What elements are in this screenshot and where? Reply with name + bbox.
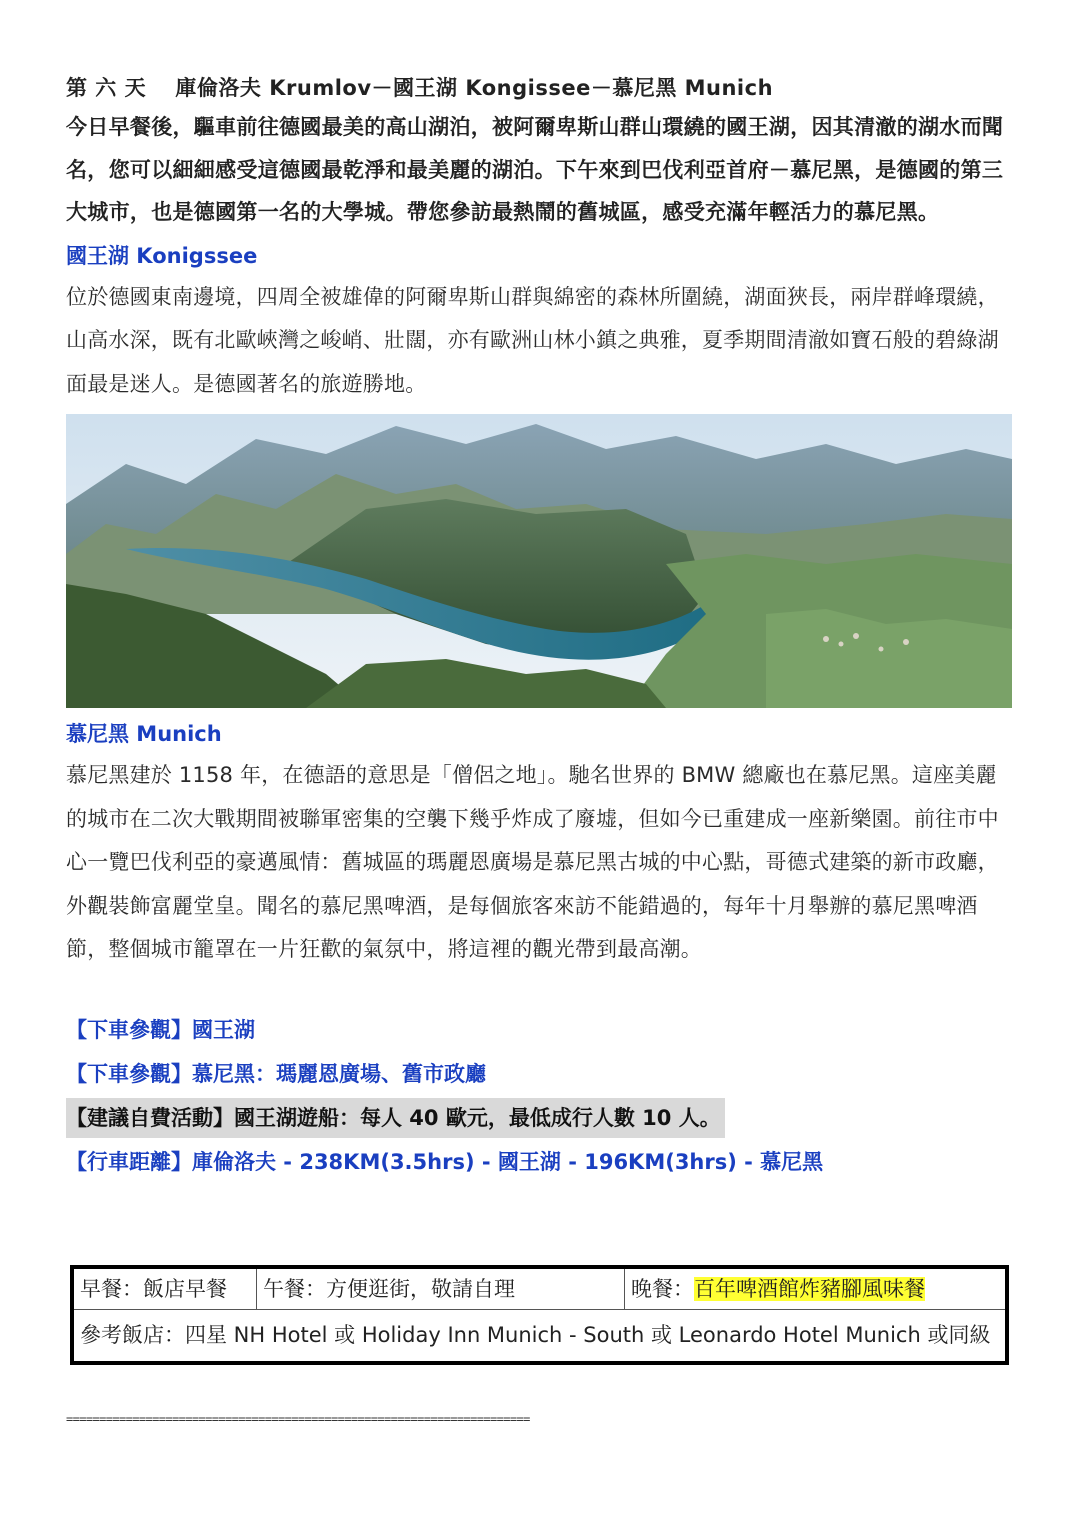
- dinner-value: 百年啤酒館炸豬腳風味餐: [694, 1277, 925, 1301]
- itinerary-page: [66, 70, 1012, 1184]
- divider-line: ======================================================================: [66, 1412, 530, 1426]
- section-body-konigssee: 位於德國東南邊境，四周全被雄偉的阿爾卑斯山群與綿密的森林所圍繞，湖面狹長，兩岸群峰環繞，山高水深，既有北歐峽灣之峻峭、壯闊，亦有歐洲山林小鎮之典雅，夏季期間清澈如寶石般的碧綠湖面最是迷人。是德國著名的旅遊勝地。: [66, 284, 999, 396]
- day-intro: 今日早餐後，驅車前往德國最美的高山湖泊，被阿爾卑斯山群山環繞的國王湖，因其清澈的湖水而聞名，您可以細細感受這德國最乾淨和最美麗的湖泊。下午來到巴伐利亞首府－慕尼黑，是德國的第三大城市，也是德國第一名的大學城。帶您參訪最熱鬧的舊城區，感受充滿年輕活力的慕尼黑。: [66, 115, 1004, 224]
- section-title-munich: 慕尼黑 Munich: [66, 722, 222, 746]
- dinner-label: 晚餐：: [631, 1277, 694, 1301]
- spacer: [66, 972, 1012, 1008]
- visit-item-munich: 【下車參觀】慕尼黑：瑪麗恩廣場、舊市政廳: [66, 1061, 486, 1086]
- lunch-cell: 午餐：方便逛街，敬請自理: [257, 1267, 625, 1310]
- breakfast-cell: 早餐：飯店早餐: [72, 1267, 257, 1310]
- hotel-cell: 參考飯店：四星 NH Hotel 或 Holiday Inn Munich - South 或 Leonardo Hotel Munich 或同級: [72, 1310, 1007, 1364]
- dinner-cell: [625, 1267, 1008, 1310]
- driving-distance: 【行車距離】庫倫洛夫 - 238KM(3.5hrs) - 國王湖 - 196KM(3hrs) - 慕尼黑: [66, 1149, 824, 1174]
- meal-hotel-table: [70, 1265, 1009, 1365]
- section-title-konigssee: 國王湖 Konigssee: [66, 243, 258, 268]
- optional-activity: 【建議自費活動】國王湖遊船：每人 40 歐元，最低成行人數 10 人。: [66, 1098, 725, 1138]
- konigssee-landscape-photo: [66, 414, 1012, 708]
- day-title: 第 六 天 庫倫洛夫 Krumlov－國王湖 Kongissee－慕尼黑 Munich: [66, 76, 774, 100]
- section-body-munich: 慕尼黑建於 1158 年，在德語的意思是「僧侶之地」。馳名世界的 BMW 總廠也在慕尼黑。這座美麗的城市在二次大戰期間被聯軍密集的空襲下幾乎炸成了廢墟，但如今已重建成一座新樂園。前往市中心一覽巴伐利亞的豪邁風情：舊城區的瑪麗恩廣場是慕尼黑古城的中心點，哥德式建築的新市政廳，外觀裝飾富麗堂皇。聞名的慕尼黑啤酒，是每個旅客來訪不能錯過的，每年十月舉辦的慕尼黑啤酒節，整個城市籠罩在一片狂歡的氣氛中，將這裡的觀光帶到最高潮。: [66, 763, 999, 961]
- visit-item-konigssee: 【下車參觀】國王湖: [66, 1017, 255, 1042]
